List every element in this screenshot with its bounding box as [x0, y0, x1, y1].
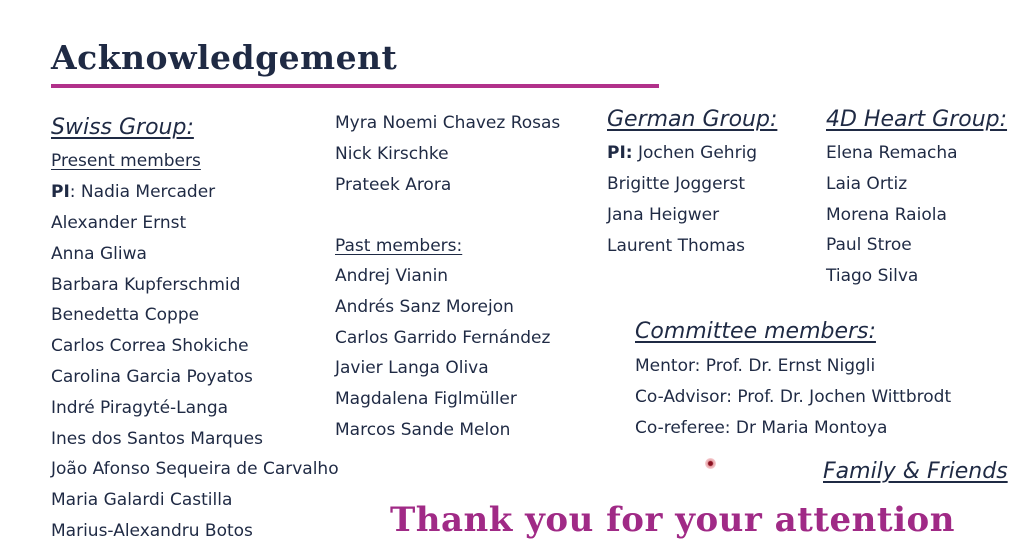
family-friends-heading: Family & Friends — [823, 459, 1008, 484]
list-item: Carlos Correa Shokiche — [51, 336, 249, 357]
list-item: Tiago Silva — [826, 266, 919, 287]
list-item: Nick Kirschke — [335, 143, 449, 164]
list-item: Indré Piragyté-Langa — [51, 397, 229, 418]
german-group-heading: German Group: — [607, 107, 778, 132]
german-pi-label: PI: — [607, 143, 633, 163]
pointer-dot-icon — [705, 458, 716, 469]
heart-members-list — [826, 138, 958, 292]
title-underline — [51, 84, 659, 88]
list-item: Elena Remacha — [826, 143, 958, 163]
german-pi-line — [607, 138, 757, 169]
german-members-list — [607, 169, 745, 261]
list-item: Maria Galardi Castilla — [51, 490, 233, 511]
list-item: João Afonso Sequeira de Carvalho — [51, 459, 339, 480]
swiss-present-members-list-continued — [335, 108, 560, 200]
swiss-past-members-list — [335, 261, 550, 446]
list-item: Paul Stroe — [826, 235, 912, 256]
swiss-pi-name: : Nadia Mercader — [69, 182, 216, 202]
list-item: Anna Gliwa — [51, 243, 147, 264]
list-item: Barbara Kupferschmid — [51, 274, 241, 295]
list-item: Laia Ortiz — [826, 173, 908, 194]
list-item: Morena Raiola — [826, 204, 947, 225]
list-item: Carolina Garcia Poyatos — [51, 366, 253, 387]
swiss-pi-label: PI — [51, 182, 70, 202]
committee-members-list — [635, 351, 951, 443]
list-item: Carlos Garrido Fernández — [335, 327, 551, 348]
list-item: Marcos Sande Melon — [335, 419, 511, 440]
list-item: Laurent Thomas — [607, 235, 745, 256]
committee-heading: Committee members: — [635, 319, 876, 344]
thank-you-text: Thank you for your attention — [390, 500, 955, 540]
list-item: Mentor: Prof. Dr. Ernst Niggli — [635, 356, 876, 376]
list-item: Andrej Vianin — [335, 266, 449, 286]
list-item: Marius-Alexandru Botos — [51, 520, 253, 541]
list-item: Brigitte Joggerst — [607, 174, 746, 194]
heart-group-heading: 4D Heart Group: — [826, 107, 1008, 132]
swiss-present-members-list — [51, 208, 339, 547]
list-item: Prateek Arora — [335, 174, 452, 195]
list-item: Javier Langa Oliva — [335, 358, 489, 379]
list-item: Magdalena Figlmüller — [335, 389, 517, 410]
list-item: Jana Heigwer — [607, 204, 720, 225]
past-members-heading: Past members: — [335, 236, 463, 256]
list-item: Co-referee: Dr Maria Montoya — [635, 417, 888, 438]
list-item: Ines dos Santos Marques — [51, 428, 263, 449]
page-title: Acknowledgement — [51, 38, 398, 77]
list-item: Alexander Ernst — [51, 213, 187, 233]
list-item: Andrés Sanz Morejon — [335, 296, 514, 317]
swiss-group-heading: Swiss Group: — [51, 115, 194, 140]
present-members-heading: Present members — [51, 151, 201, 171]
list-item: Co-Advisor: Prof. Dr. Jochen Wittbrodt — [635, 386, 952, 407]
german-pi-name: Jochen Gehrig — [632, 143, 758, 163]
list-item: Benedetta Coppe — [51, 305, 200, 326]
swiss-pi-line — [51, 177, 215, 208]
list-item: Myra Noemi Chavez Rosas — [335, 113, 561, 133]
